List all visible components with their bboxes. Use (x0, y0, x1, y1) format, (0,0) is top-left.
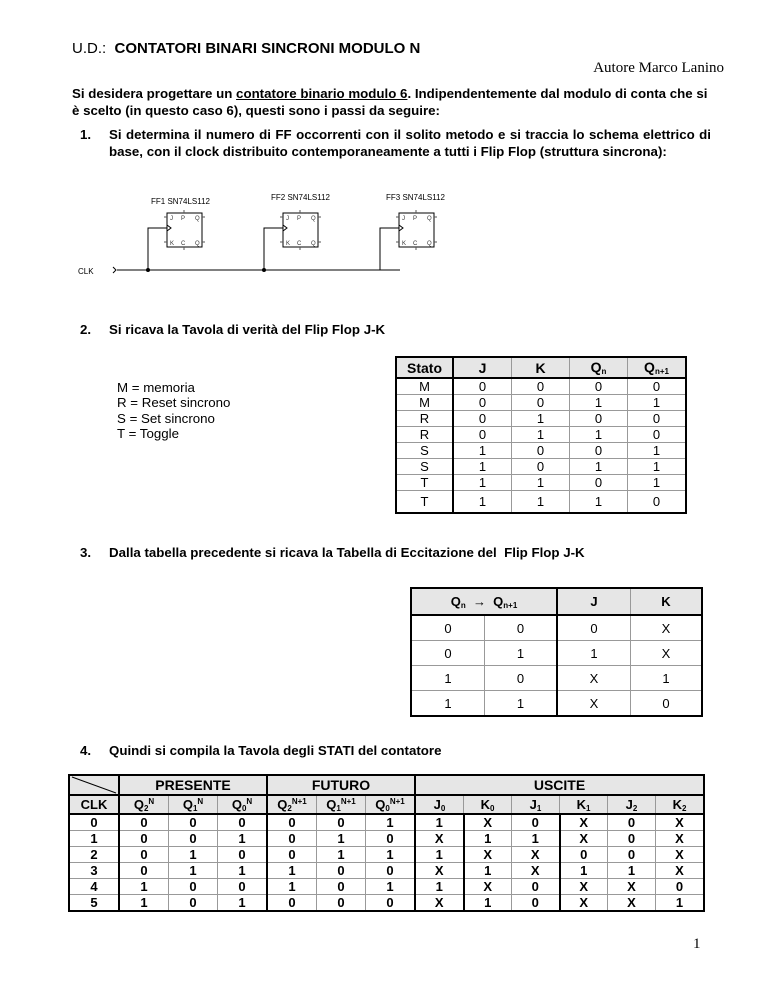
svg-text:Q: Q (195, 241, 200, 247)
table-cell: 0 (169, 879, 218, 895)
table-cell: 1 (628, 459, 687, 475)
col-header: $Q_1^{N+1}$ (317, 795, 366, 814)
counter-state-table (68, 774, 705, 912)
author: Autore Marco Lanino (593, 60, 724, 76)
table-cell: X (557, 691, 631, 717)
table-row (396, 378, 686, 395)
table-cell: 0 (169, 895, 218, 912)
table-cell: 0 (631, 691, 703, 717)
table-cell: M (396, 395, 453, 411)
table-row (69, 847, 704, 863)
table-row (396, 475, 686, 491)
intro-paragraph (72, 85, 712, 119)
clk-cell: 1 (69, 831, 119, 847)
table-cell: X (656, 814, 705, 831)
table-cell: 0 (453, 411, 512, 427)
jk-truth-table (395, 356, 687, 514)
clk-label: CLK (78, 267, 94, 276)
table-row (396, 411, 686, 427)
svg-text:P: P (297, 216, 302, 222)
table-cell: 1 (415, 847, 464, 863)
step-number: 2. (80, 322, 92, 337)
table-cell: X (560, 895, 608, 912)
table-cell: 1 (317, 847, 366, 863)
table-cell: X (464, 879, 512, 895)
step-text: Quindi si compila la Tavola degli STATI del contatore (109, 743, 442, 758)
table-cell: 0 (608, 831, 656, 847)
table-cell: 0 (267, 847, 317, 863)
step-text: Si ricava la Tavola di verità del Flip Flop J-K (109, 322, 386, 337)
table-cell: 0 (512, 459, 570, 475)
legend-item: R = Reset sincrono (117, 395, 231, 411)
jk-excitation-table (410, 587, 703, 717)
table-cell: 1 (560, 863, 608, 879)
page-number: 1 (693, 936, 701, 952)
svg-text:J: J (170, 216, 173, 222)
intro-underlined: contatore binario modulo 6 (236, 86, 408, 101)
col-header: $K_2$ (656, 795, 705, 814)
table-row (396, 459, 686, 475)
step-number: 1. (80, 127, 92, 142)
clk-cell: 4 (69, 879, 119, 895)
table-cell: 1 (169, 863, 218, 879)
table-cell: 0 (570, 411, 628, 427)
step-text: Si determina il numero di FF occorrenti con il solito metodo e si traccia lo schema elettrico di base, con il clock distribuito contemporaneamente a tutti i Flip Flop (struttura sincrona): (109, 127, 711, 159)
table-cell: 0 (608, 847, 656, 863)
table-cell: 0 (169, 814, 218, 831)
col-header: K (512, 357, 570, 378)
table-cell: 1 (512, 475, 570, 491)
table-cell: 1 (415, 879, 464, 895)
table-cell: 0 (411, 615, 485, 641)
clk-cell: 3 (69, 863, 119, 879)
table-cell: X (631, 615, 703, 641)
table-row (411, 641, 702, 666)
clk-cell: 0 (69, 814, 119, 831)
table-cell: 1 (485, 691, 558, 717)
table-cell: 1 (218, 895, 268, 912)
table-cell: 0 (218, 814, 268, 831)
table-cell: 0 (656, 879, 705, 895)
svg-text:J: J (402, 216, 405, 222)
document-title (72, 40, 420, 57)
table-row (396, 491, 686, 514)
table-cell: 0 (317, 895, 366, 912)
svg-text:Q: Q (427, 241, 432, 247)
table-cell: 0 (512, 395, 570, 411)
table-cell: 1 (656, 895, 705, 912)
col-header: $Q_1^N$ (169, 795, 218, 814)
table-cell: 0 (411, 641, 485, 666)
table-cell: 1 (608, 863, 656, 879)
svg-text:Q: Q (311, 241, 316, 247)
table-cell: 0 (608, 814, 656, 831)
table-cell: X (415, 863, 464, 879)
step-number: 3. (80, 545, 92, 560)
table-cell: 1 (453, 443, 512, 459)
table-cell: 0 (317, 814, 366, 831)
table-row (69, 814, 704, 831)
diagonal-corner (69, 775, 119, 795)
table-cell: X (631, 641, 703, 666)
clk-cell: 5 (69, 895, 119, 912)
table-cell: 0 (628, 411, 687, 427)
table-cell: 1 (453, 491, 512, 514)
col-header: $Q_2^{N+1}$ (267, 795, 317, 814)
table-cell: 1 (119, 879, 169, 895)
step-number: 4. (80, 743, 92, 758)
table-row (411, 691, 702, 717)
table-cell: 1 (119, 895, 169, 912)
title-text: CONTATORI BINARI SINCRONI MODULO N (114, 40, 421, 57)
table-cell: X (560, 879, 608, 895)
table-cell: 0 (570, 475, 628, 491)
svg-text:K: K (286, 241, 291, 247)
col-header: $Q_0^{N+1}$ (366, 795, 416, 814)
table-row (69, 863, 704, 879)
table-cell: 0 (628, 491, 687, 514)
table-cell: 1 (317, 831, 366, 847)
table-cell: 1 (453, 459, 512, 475)
svg-text:J: J (286, 216, 289, 222)
table-cell: 0 (453, 395, 512, 411)
table-cell: 0 (366, 895, 416, 912)
table-cell: 1 (570, 459, 628, 475)
col-header: J (453, 357, 512, 378)
k-header: K (631, 588, 703, 615)
flip-flop-schematic (70, 185, 480, 285)
col-header: $Q_0^N$ (218, 795, 268, 814)
table-cell: 1 (628, 395, 687, 411)
col-header: $Q_{n+1}$ (628, 357, 687, 378)
col-header: $J_2$ (608, 795, 656, 814)
table-cell: 1 (411, 691, 485, 717)
table-cell: 1 (557, 641, 631, 666)
table-cell: 1 (512, 831, 560, 847)
table-cell: 0 (218, 847, 268, 863)
table-cell: 0 (267, 814, 317, 831)
ff2-label: FF2 SN74LS112 (271, 193, 330, 202)
table-cell: 1 (464, 863, 512, 879)
table-cell: 1 (453, 475, 512, 491)
table-cell: 1 (512, 411, 570, 427)
table-cell: 0 (366, 863, 416, 879)
table-cell: 1 (169, 847, 218, 863)
intro-text-2: . Indipendentemente dal modulo di conta che si è scelto (in questo caso 6), questi sono i passi da seguire: (72, 86, 708, 118)
table-cell: 0 (267, 831, 317, 847)
table-cell: 1 (512, 427, 570, 443)
table-cell: 0 (218, 879, 268, 895)
table-cell: 0 (119, 847, 169, 863)
svg-text:P: P (413, 216, 418, 222)
step-text: Dalla tabella precedente si ricava la Tabella di Eccitazione del Flip Flop J-K (109, 545, 585, 560)
col-header: $Q_n$ (570, 357, 628, 378)
table-cell: 0 (557, 615, 631, 641)
table-cell: X (415, 831, 464, 847)
table-cell: 0 (512, 378, 570, 395)
intro-text-1: Si desidera progettare un (72, 86, 237, 101)
table-cell: 1 (366, 847, 416, 863)
table-cell: 0 (453, 427, 512, 443)
table-cell: X (512, 847, 560, 863)
table-cell: T (396, 475, 453, 491)
table-cell: 0 (453, 378, 512, 395)
table-cell: X (415, 895, 464, 912)
table-cell: R (396, 411, 453, 427)
table-row (396, 395, 686, 411)
table-cell: 1 (464, 895, 512, 912)
table-cell: 0 (485, 615, 558, 641)
table-row (411, 615, 702, 641)
table-cell: 1 (512, 491, 570, 514)
svg-text:C: C (181, 241, 186, 247)
svg-text:C: C (297, 241, 302, 247)
table-row (69, 831, 704, 847)
table-cell: 1 (570, 395, 628, 411)
table-cell: 0 (512, 443, 570, 459)
table-cell: S (396, 443, 453, 459)
table-row (411, 666, 702, 691)
svg-text:C: C (413, 241, 418, 247)
table-cell: T (396, 491, 453, 514)
legend-item: M = memoria (117, 380, 195, 395)
table-cell: 0 (628, 378, 687, 395)
table-cell: 1 (411, 666, 485, 691)
table-cell: 0 (119, 814, 169, 831)
j-header: J (557, 588, 631, 615)
table-cell: S (396, 459, 453, 475)
ff3-label: FF3 SN74LS112 (386, 193, 445, 202)
table-cell: X (560, 814, 608, 831)
table-cell: 0 (512, 879, 560, 895)
svg-text:Q: Q (427, 216, 432, 222)
transition-header: $Q_n \to Q_{n+1}$ (411, 588, 557, 615)
table-row (69, 879, 704, 895)
table-cell: 1 (366, 814, 416, 831)
table-cell: 0 (267, 895, 317, 912)
table-cell: X (464, 847, 512, 863)
table-cell: 1 (570, 491, 628, 514)
table-cell: M (396, 378, 453, 395)
table-cell: 0 (317, 863, 366, 879)
table-cell: X (608, 879, 656, 895)
table-cell: X (608, 895, 656, 912)
col-header: $Q_2^N$ (119, 795, 169, 814)
table-cell: 0 (366, 831, 416, 847)
group-presente: PRESENTE (119, 775, 267, 795)
table-cell: 0 (119, 863, 169, 879)
table-cell: 0 (512, 814, 560, 831)
table-cell: X (464, 814, 512, 831)
col-header: $K_0$ (464, 795, 512, 814)
legend-item: S = Set sincrono (117, 410, 215, 426)
table-row (69, 895, 704, 912)
table-cell: 0 (485, 666, 558, 691)
svg-text:Q: Q (311, 216, 316, 222)
svg-text:P: P (181, 216, 186, 222)
table-cell: 0 (169, 831, 218, 847)
table-cell: X (656, 863, 705, 879)
table-cell: 0 (560, 847, 608, 863)
table-cell: 1 (218, 831, 268, 847)
table-cell: 0 (570, 443, 628, 459)
legend-item: T = Toggle (117, 425, 179, 441)
table-cell: 1 (366, 879, 416, 895)
clk-header: CLK (69, 795, 119, 814)
col-header: $J_1$ (512, 795, 560, 814)
table-cell: X (656, 847, 705, 863)
group-futuro: FUTURO (267, 775, 415, 795)
ud-label: U.D.: (72, 40, 107, 57)
table-cell: 0 (317, 879, 366, 895)
table-cell: X (656, 831, 705, 847)
table-cell: 1 (267, 863, 317, 879)
table-cell: X (512, 863, 560, 879)
table-cell: R (396, 427, 453, 443)
col-header: $J_0$ (415, 795, 464, 814)
table-row (396, 427, 686, 443)
svg-text:K: K (170, 241, 175, 247)
table-cell: 0 (119, 831, 169, 847)
svg-text:Q: Q (195, 216, 200, 222)
table-cell: 1 (631, 666, 703, 691)
col-header: $K_1$ (560, 795, 608, 814)
table-cell: 0 (512, 895, 560, 912)
col-header: Stato (396, 357, 453, 378)
clk-cell: 2 (69, 847, 119, 863)
table-row (396, 443, 686, 459)
table-cell: 0 (628, 427, 687, 443)
table-cell: 1 (628, 443, 687, 459)
table-cell: 1 (464, 831, 512, 847)
table-cell: 1 (628, 475, 687, 491)
state-legend (117, 380, 230, 441)
table-cell: 1 (218, 863, 268, 879)
table-cell: X (557, 666, 631, 691)
table-cell: 1 (570, 427, 628, 443)
ff1-label: FF1 SN74LS112 (151, 197, 210, 206)
table-cell: 0 (570, 378, 628, 395)
table-cell: 1 (485, 641, 558, 666)
table-cell: 1 (267, 879, 317, 895)
group-uscite: USCITE (415, 775, 704, 795)
table-cell: 1 (415, 814, 464, 831)
svg-text:K: K (402, 241, 407, 247)
table-cell: X (560, 831, 608, 847)
